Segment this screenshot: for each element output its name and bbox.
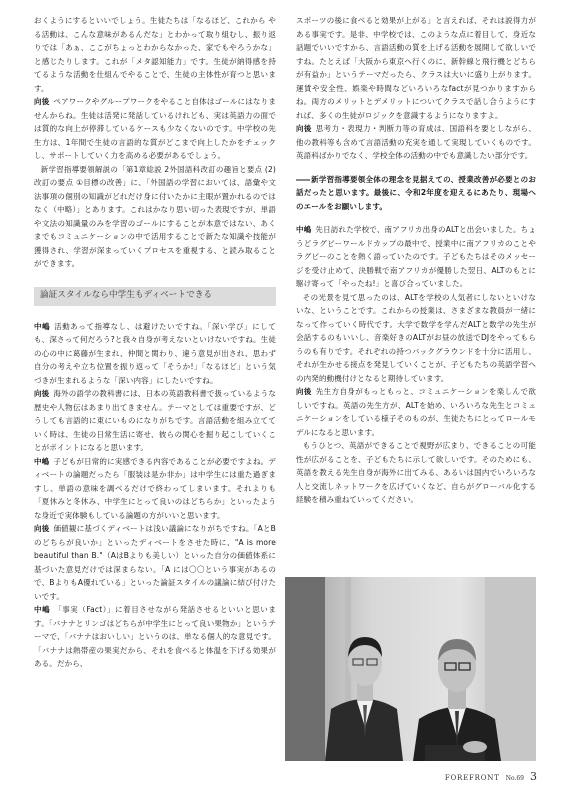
speaker-name: 中嶋	[34, 456, 50, 466]
section-heading	[34, 287, 276, 306]
speaker-name: 中嶋	[34, 605, 51, 614]
photo-two-men-icon	[285, 577, 536, 761]
interview-photo	[285, 577, 536, 761]
paragraph-text: 価値観に基づくディベートは浅い議論になりがちですね。「AとBのどちらが良いか」といったディベートをさせた時に、"A is more beautiful than B."（AはBよりも美しい）といった自分の価値体系に基づいた意見だけでは深まらない。「A には〇〇という事実があるので、BよりもA優れている」といった論証スタイルの議論に結び付けたいです。	[34, 524, 276, 601]
speaker-name: 向後	[296, 124, 312, 133]
paragraph-text: ペアワークやグループワークをやること自体はゴールにはなりませんからね。生徒は活発に発話しているけれども、実は英語力の面では質的な向上が停滞しているケースも少なくないのです。中学校の先生方は、1年間で生徒の言語的な質がどこまで向上したかをチェックし、サポートしていく力を高める必要があるでしょう。	[34, 97, 276, 160]
paragraph-text: 思考力・表現力・判断力等の育成は、国語科を要としながら、他の教科等も含めて言語活動の充実を通して実現していくものです。英語科ばかりでなく、学校全体の活動の中でも意識したい部分です。	[296, 124, 536, 160]
body-paragraph	[296, 122, 536, 163]
body-paragraph: もうひとつ、英語ができることで視野が広まり、できることの可能性が広がることを、子どもたちに示して欲しいです。そのためにも、英語を教える先生自身が海外に出てみる、あるいは国内でいろいろな人と交流しネットワークを広げていくなど、自らがグローバル化する経験を積み重ねていってください。	[296, 441, 536, 504]
body-paragraph	[34, 522, 276, 603]
paragraph-text: 活動あって指導なし、は避けたいですね。「深い学び」にしても、深さって何だろう?と我々自身が考えないといけないですね。生徒の心の中に葛藤が生まれ、仲間と関わり、違う意見が出され、思わず自分の考えや立ち位置を振り返って「そうか!」「なるほど」という気づきが生まれるような「深い内容」にしたいですね。	[34, 321, 276, 385]
right-column	[296, 14, 536, 507]
section-title: 論証スタイルなら中学生もディベートできる	[40, 290, 213, 301]
body-paragraph	[34, 603, 276, 671]
body-paragraph: おくようにするといいでしょう。生徒たちは「なるほど、これから やる活動は、こんな意味があるんだな」とわかって取り組むし、振り返りでは「あぁ、ここがちょっとわからなかった、家でもやろうかな」と感じたりします。これが「メタ認知能力」です。生徒が納得感を持てるような活動を仕組んでやることで、生徒の主体性が育つと思います。	[34, 16, 276, 93]
paragraph-text: 「事実（Fact）」に着目させながら発話させるといいと思います。「バナナとリンゴはどちらが中学生にとって良い果物か」というテーマで、「バナナはおいしい」というのは、単なる個人的な意見です。「バナナは熱帯産の果実だから、それを食べると体温を下げる効果がある。だから、	[34, 605, 276, 668]
left-column	[34, 14, 276, 671]
body-paragraph	[34, 455, 276, 523]
body-paragraph	[296, 223, 536, 291]
speaker-name: 中嶋	[34, 321, 51, 331]
body-paragraph	[34, 95, 276, 163]
page-number: 3	[530, 770, 537, 783]
question-text: 新学習指導要領全体の理念を見据えての、授業改善が必要とのお話だったと思います。最後に、令和2年度を迎えるにあたり、現場へのエールをお願いします。	[296, 174, 536, 211]
body-paragraph	[34, 320, 276, 388]
paragraph-text: 海外の語学の教科書には、日本の英語教科書で扱っているような歴史や人物伝はあまり出てきません。テーマとしては重要ですが、どうしても言語的に東にいものになりがちです。言語活動を組み立てていく時は、生徒の日常生活に寄せ、彼らの関心を掘り起こしていくことがポイントになると思います。	[34, 389, 276, 452]
body-paragraph: 新学習指導要領解説の「第1章総説 2外国語科改訂の趣旨と要点 (2) 改訂の要点 ①目標の改善」に、「外国語の学習においては、語彙や文法事項の個別の知識がどれだけ身に付いたかに主眼が置かれるのではなく（中略）」とあります。これはかなり思い切った表現ですが、単語や文法の知識量のみを学習のゴールにすることが本意ではない、あくまでもコミュニケーションの中で活用することで新たな知識や技能が獲得され、学習が深まっていくプロセスを重視する、と読み取ることができます。	[34, 164, 276, 268]
speaker-name: 向後	[34, 389, 50, 398]
question-dash: ――	[296, 174, 309, 184]
speaker-name: 向後	[34, 97, 50, 106]
speaker-name: 中嶋	[296, 225, 312, 234]
body-paragraph: その光景を見て思ったのは、ALTを学校の人気者にしないといけないな、ということです。これからの授業は、さまざまな教員が一緒になって作っていく時代です。大学で数学を学んだALTと数学の先生が会話するのもいいし、音楽好きのALTがお昼の放送でDJをやってもらうのも有りです。それぞれの持つバックグラウンドを十分に活用し、それが生かせる接点を発見していくことが、子どもたちの英語学習への内発的動機付けとなると期待しています。	[296, 292, 536, 383]
issue-number: No.69	[505, 775, 524, 782]
body-paragraph: スポーツの後に食べると効果が上がる」と言えれば、それは説得力がある事実です。是非、中学校では、このような点に着目して、身近な話題でいいですから、言語活動の質を上げる活動を展開して欲しいですね。たとえば「大阪から東京へ行くのに、新幹線と飛行機とどちらが有益か」というテーマだったら、クラスは大いに盛り上がります。運賃や安全性、娯楽や時間などいろいろなfactが見つかりますからね。両方のメリットとデメリットについてクラスで話し合うようにすれば、多くの生徒がロジックを意識するようになりますよ。	[296, 16, 536, 120]
body-paragraph	[296, 385, 536, 439]
page-footer	[445, 770, 537, 783]
speaker-name: 向後	[34, 524, 50, 533]
interviewer-question	[296, 173, 536, 214]
magazine-name: FOREFRONT	[444, 774, 500, 782]
speaker-name: 向後	[296, 387, 312, 396]
body-paragraph	[34, 387, 276, 455]
paragraph-text: 先生方自身がもっともっと、コミュニケーションを楽しんで欲しいですね。英語の先生方が、ALTを始め、いろいろな先生とコミュニケーションをしている様子そのものが、生徒たちにとってロールモデルになると思います。	[296, 387, 536, 437]
paragraph-text: 子どもが日常的に実感できる内容であることが必要ですよね。ディベートの論題だったら「服装は是か非か」は中学生には重た過ぎますし、単語の意味を調べるだけで終わってしまいます。それよりも「夏休みと冬休み、中学生にとって良いのはどちらか」といったような身近で実体験もしている論題の方がいいと思います。	[34, 456, 276, 520]
paragraph-text: 先日訪れた学校で、南アフリカ出身のALTと出会いました。ちょうどラグビーワールドカップの最中で、授業中に南アフリカのことやラグビーのことを熱く語っていたのです。子どもたちはそのメッセージを受け止めて、決勝戦で南アフリカが優勝した翌日、ALTのもとに駆け寄って「やったね!」と喜び合っていました。	[296, 225, 536, 288]
